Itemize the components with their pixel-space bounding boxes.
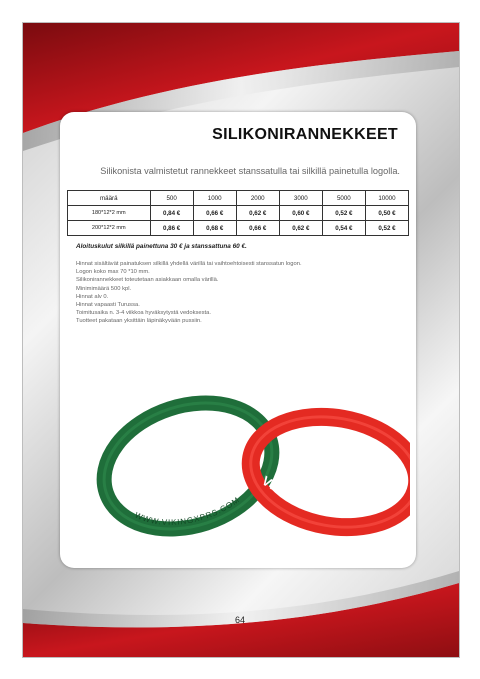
note-line: Silikonirannekkeet toteutetaan asiakkaan omalla värillä. (76, 277, 219, 284)
price-cell: 0,52 € (365, 221, 408, 236)
quantity-cell: 1000 (193, 191, 236, 206)
price-cell: 0,66 € (193, 206, 236, 221)
price-cell: 0,62 € (279, 221, 322, 236)
green-band-text: WWW.VIKINGXPRS.COM (133, 495, 242, 527)
quantity-cell: 10000 (365, 191, 408, 206)
quantity-cell: 2000 (236, 191, 279, 206)
notes-list (76, 260, 302, 326)
price-cell: 0,52 € (322, 206, 365, 221)
note-line: Toimitusaika n. 3-4 viikkoa hyväksytystä vedoksesta. (76, 310, 211, 317)
note-line: Hinnat alv 0. (76, 293, 109, 300)
price-cell: 0,68 € (193, 221, 236, 236)
table-header-row (68, 191, 409, 206)
quantity-header: määrä (68, 191, 151, 206)
price-cell: 0,54 € (322, 221, 365, 236)
content-card (60, 112, 416, 568)
price-cell: 0,66 € (236, 221, 279, 236)
note-line: Hinnat vapaasti Turussa. (76, 302, 140, 309)
size-label: 200*12*2 mm (68, 221, 151, 236)
table-row (68, 206, 409, 221)
page-number: 64 (234, 615, 245, 625)
red-band-text: VIKING XPRS (259, 472, 352, 510)
price-cell: 0,50 € (365, 206, 408, 221)
price-cell: 0,84 € (150, 206, 193, 221)
note-line: Logon koko max 70 *10 mm. (76, 269, 150, 276)
setup-costs: Aloituskulut silkillä painettuna 30 € ja stanssattuna 60 €. (76, 243, 247, 250)
price-table (67, 190, 409, 236)
price-cell: 0,60 € (279, 206, 322, 221)
subtitle: Silikonista valmistetut rannekkeet stanssatulla tai silkillä painetulla logolla. (100, 166, 400, 176)
quantity-cell: 500 (150, 191, 193, 206)
price-cell: 0,62 € (236, 206, 279, 221)
price-cell: 0,86 € (150, 221, 193, 236)
note-line: Minimimäärä 500 kpl. (76, 285, 132, 292)
note-line: Hinnat sisältävät painatuksen silkillä yhdellä värillä tai vaihtoehtoisesti stanssatun logon. (76, 261, 302, 267)
quantity-cell: 5000 (322, 191, 365, 206)
note-line: Tuotteet pakataan yksittäin läpinäkyvään pussiin. (76, 318, 202, 325)
wristbands-image (90, 374, 410, 544)
size-label: 180*12*2 mm (68, 206, 151, 221)
table-row (68, 221, 409, 236)
quantity-cell: 3000 (279, 191, 322, 206)
page-title: SILIKONIRANNEKKEET (212, 126, 398, 143)
